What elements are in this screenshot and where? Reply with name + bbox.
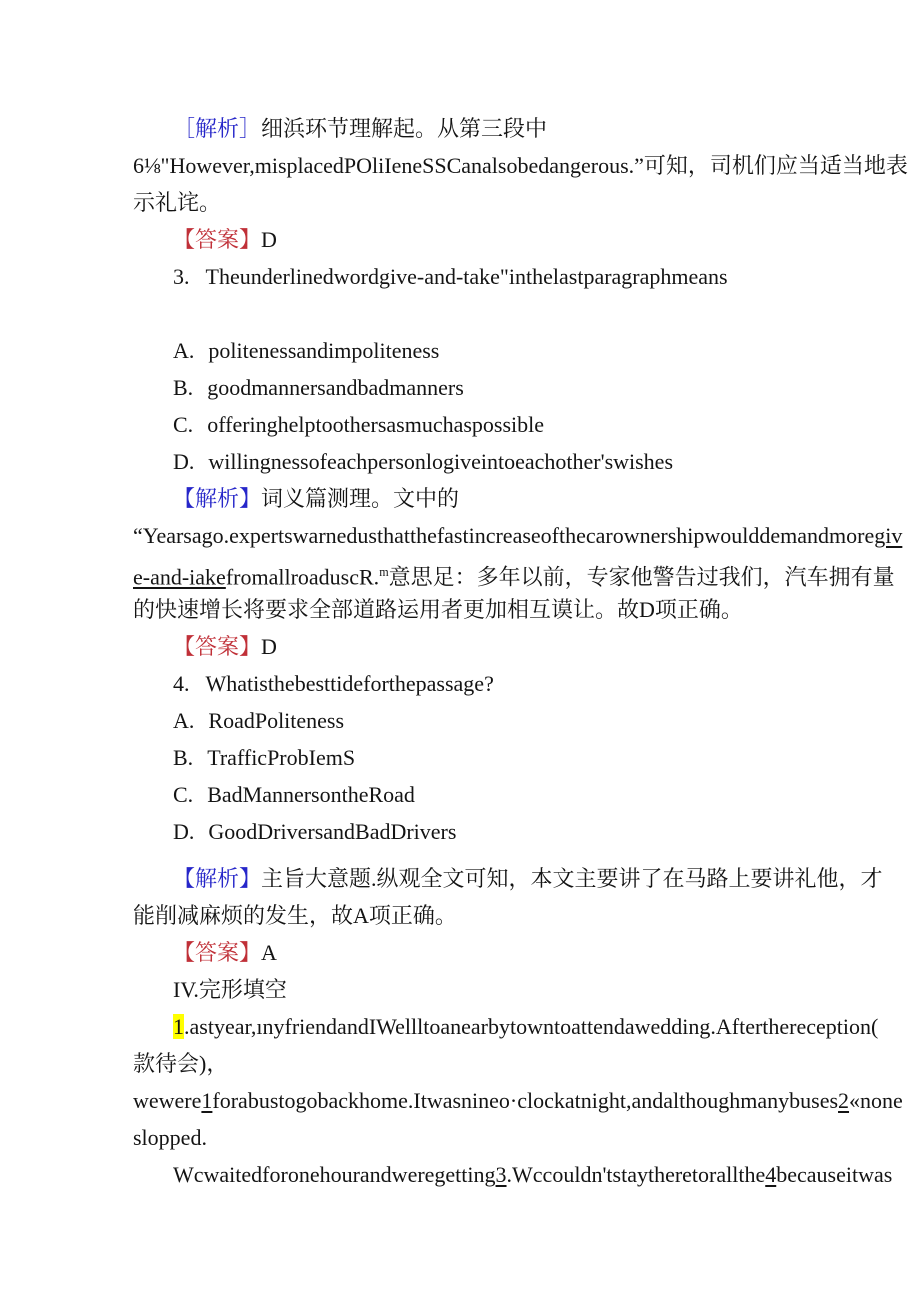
- q3-option-c-text: offeringhelptoothersasmuchaspossible: [207, 412, 545, 437]
- q3-stem: Theunderlinedwordgive-and-take"inthelastparagraphmeans: [205, 264, 728, 289]
- cloze-line-5-mid: .Wccouldn'tstaytheretorallthe: [506, 1162, 766, 1187]
- q4-option-d: [133, 813, 790, 850]
- q4-option-a-text: RoadPoliteness: [208, 708, 345, 733]
- q3-stem-line: [133, 258, 790, 295]
- cloze-line-5-pre: Wcwaitedforonehourandweregetting: [173, 1162, 496, 1187]
- q3-option-a-text: politenessandimpoliteness: [208, 338, 440, 363]
- q3-quote-mid: fromallroaduscR.: [225, 564, 380, 590]
- q3-quote-superscript: m: [379, 565, 389, 579]
- analysis-marker: 【解析】: [173, 486, 262, 511]
- q3-analysis-tail: 的快速增长将要求全部道路运用者更加相互谟让。故D项正确。: [133, 597, 743, 622]
- q2-answer-value: D: [261, 227, 277, 252]
- section-iv-title: IV.完形填空: [173, 977, 287, 1002]
- cloze-blank-3: 3: [495, 1162, 507, 1187]
- q3-option-b-label: B.: [173, 375, 194, 400]
- q4-analysis-tail-line: [133, 897, 790, 934]
- cloze-line-3-pre: wewere: [133, 1088, 202, 1113]
- q4-answer-value: A: [261, 940, 277, 965]
- cloze-line-2: [133, 1045, 790, 1082]
- q4-option-c-label: C.: [173, 782, 194, 807]
- q4-option-a-label: A.: [173, 708, 195, 733]
- q3-quote-underline-2: e-and-iake: [133, 564, 226, 590]
- q4-option-c-text: BadMannersontheRoad: [207, 782, 415, 807]
- cloze-blank-2: 2: [838, 1088, 850, 1113]
- q3-analysis-quote-line1: [133, 517, 903, 554]
- q4-option-d-label: D.: [173, 819, 195, 844]
- cloze-line-1: [133, 1008, 879, 1045]
- section-iv-heading: [133, 971, 790, 1008]
- q2-analysis-quote: 6⅛"However,misplacedPOliIeneSSCanalsobedangerous.”可知，司机们应当适当地表: [133, 153, 908, 178]
- q3-option-c: [133, 406, 790, 443]
- q2-analysis-tail-line: [133, 184, 790, 221]
- q3-option-b: [133, 369, 790, 406]
- answer-marker: 【答案】: [173, 634, 262, 659]
- cloze-line-5: [133, 1156, 893, 1193]
- q4-option-a: [133, 702, 790, 739]
- q3-quote-pre: “Yearsago.expertswarnedusthatthefastincreaseofthecarownershipwoulddemandmore: [133, 523, 875, 548]
- q2-answer-line: [133, 221, 790, 258]
- cloze-line-2-text: 款待会)，: [133, 1051, 229, 1076]
- q3-quote-post: 意思足：多年以前，专家他警告过我们，汽车拥有量: [388, 564, 895, 590]
- q4-option-c: [133, 776, 790, 813]
- analysis-marker: 【解析】: [173, 866, 262, 891]
- answer-marker: 【答案】: [173, 227, 262, 252]
- q4-option-b-label: B.: [173, 745, 194, 770]
- cloze-line-3-mid: forabustogobackhome.Itwasnineo·clockatnight,andalthoughmanybuses: [212, 1088, 839, 1113]
- q4-option-b-text: TrafficProbIemS: [207, 745, 356, 770]
- q3-option-d-label: D.: [173, 449, 195, 474]
- q3-option-d: [133, 443, 790, 480]
- q3-answer-value: D: [261, 634, 277, 659]
- q4-stem: Whatisthebesttideforthepassage?: [205, 671, 494, 696]
- answer-marker: 【答案】: [173, 940, 262, 965]
- cloze-line-3-post: «none: [849, 1088, 903, 1113]
- cloze-line-4: [133, 1119, 790, 1156]
- q3-option-d-text: willingnessofeachpersonlogiveintoeachother'swishes: [208, 449, 674, 474]
- analysis-marker: ［解析］: [173, 116, 262, 141]
- q4-stem-line: [133, 665, 790, 702]
- blank-line: [133, 295, 790, 332]
- q4-option-b: [133, 739, 790, 776]
- q4-number: 4.: [173, 671, 190, 696]
- q3-analysis-intro: 词义篇测理。文中的: [261, 486, 460, 511]
- q3-answer-line: [133, 628, 790, 665]
- q3-quote-underline-1: giv: [874, 523, 903, 548]
- q3-analysis-tail-line: [133, 591, 790, 628]
- q2-analysis-line: [133, 110, 790, 147]
- q4-analysis-line: [133, 860, 883, 897]
- q3-analysis-line: [133, 480, 790, 517]
- q3-number: 3.: [173, 264, 190, 289]
- q3-option-b-text: goodmannersandbadmanners: [207, 375, 464, 400]
- cloze-line-4-text: slopped.: [133, 1125, 207, 1150]
- q4-analysis-text-2: 能削减麻烦的发生，故A项正确。: [133, 903, 457, 928]
- cloze-blank-1: 1: [201, 1088, 213, 1113]
- highlighted-number: 1: [173, 1014, 184, 1039]
- q4-analysis-text-1: 主旨大意题.纵观全文可知，本文主要讲了在马路上要讲礼他，才: [261, 866, 883, 891]
- q2-analysis-quote-line: [133, 147, 908, 184]
- q2-analysis-intro: 细浜环节理解起。从第三段中: [261, 116, 548, 141]
- q2-analysis-tail: 示礼诧。: [133, 190, 222, 215]
- q4-option-d-text: GoodDriversandBadDrivers: [208, 819, 457, 844]
- cloze-line-1-text: .astyear,ınyfriendandIWellltoanearbytowntoattendawedding.Afterthereception(: [184, 1014, 879, 1039]
- cloze-line-5-post: becauseitwas: [776, 1162, 893, 1187]
- cloze-blank-4: 4: [765, 1162, 777, 1187]
- q3-analysis-quote-line2: [133, 554, 895, 591]
- q3-option-c-label: C.: [173, 412, 194, 437]
- q3-option-a-label: A.: [173, 338, 195, 363]
- q3-option-a: [133, 332, 790, 369]
- cloze-line-3: [133, 1082, 903, 1119]
- q4-answer-line: [133, 934, 790, 971]
